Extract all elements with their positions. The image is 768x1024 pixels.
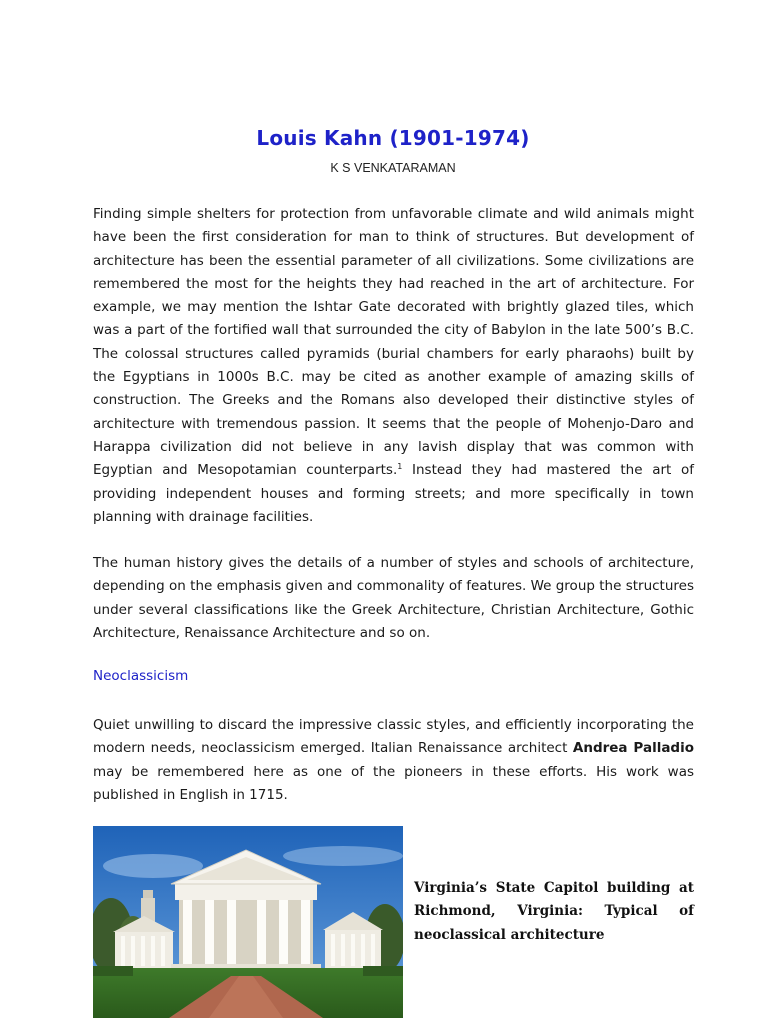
document-title: Louis Kahn (1901-1974): [256, 126, 530, 150]
footnote-marker[interactable]: 1: [397, 462, 403, 472]
intro-text: Finding simple shelters for protection from unfavorable climate and wild animals might have been the first consideration for man to think of structures. But development of architecture has been the essential parameter of all civilizations. Some civilizations are remembered the most for the heights they had reached in the art of architecture. For example, we may mention the Ishtar Gate decorated with brightly glazed tiles, which was a part of the fortified wall that surrounded the city of Babylon in the late 500’s B.C. The colossal structures called pyramids (burial chambers for early pharaohs) built by the Egyptians in 1000s B.C. may be cited as another example of amazing skills of construction. The Greeks and the Romans also developed their distinctive styles of architecture with tremendous passion. It seems that the people of Mohenjo-Daro and Harappa civilization did not believe in any lavish display that was common with Egyptian and Mesopotamian counterparts.: [93, 206, 694, 479]
section-heading-neoclassicism: Neoclassicism: [93, 668, 189, 684]
intro-paragraph: [93, 203, 694, 529]
author-name: K S VENKATARAMAN: [330, 161, 456, 175]
capitol-photo: [93, 826, 403, 1018]
history-paragraph: The human history gives the details of a number of styles and schools of architecture, depending on the emphasis given and commonality of features. We group the structures under several classifications like the Greek Architecture, Christian Architecture, Gothic Architecture, Renaissance Architecture and so on.: [93, 555, 694, 641]
neoclassicism-text-start: Quiet unwilling to discard the impressive classic styles, and efficiently incorporating the modern needs, neoclassicism emerged. Italian Renaissance architect: [93, 717, 694, 757]
architect-name: Andrea Palladio: [572, 740, 694, 757]
photo-caption: Virginia’s State Capitol building at Richmond, Virginia: Typical of neoclassical architecture: [414, 880, 694, 943]
neoclassicism-paragraph: [93, 714, 694, 807]
capitol-building-illustration: [93, 826, 403, 1018]
neoclassicism-text-end: may be remembered here as one of the pioneers in these efforts. His work was published in English in 1715.: [93, 763, 694, 803]
intro-tail: Instead they had mastered the art of providing independent houses and forming streets; and more specifically in town planning with drainage facilities.: [93, 462, 694, 525]
